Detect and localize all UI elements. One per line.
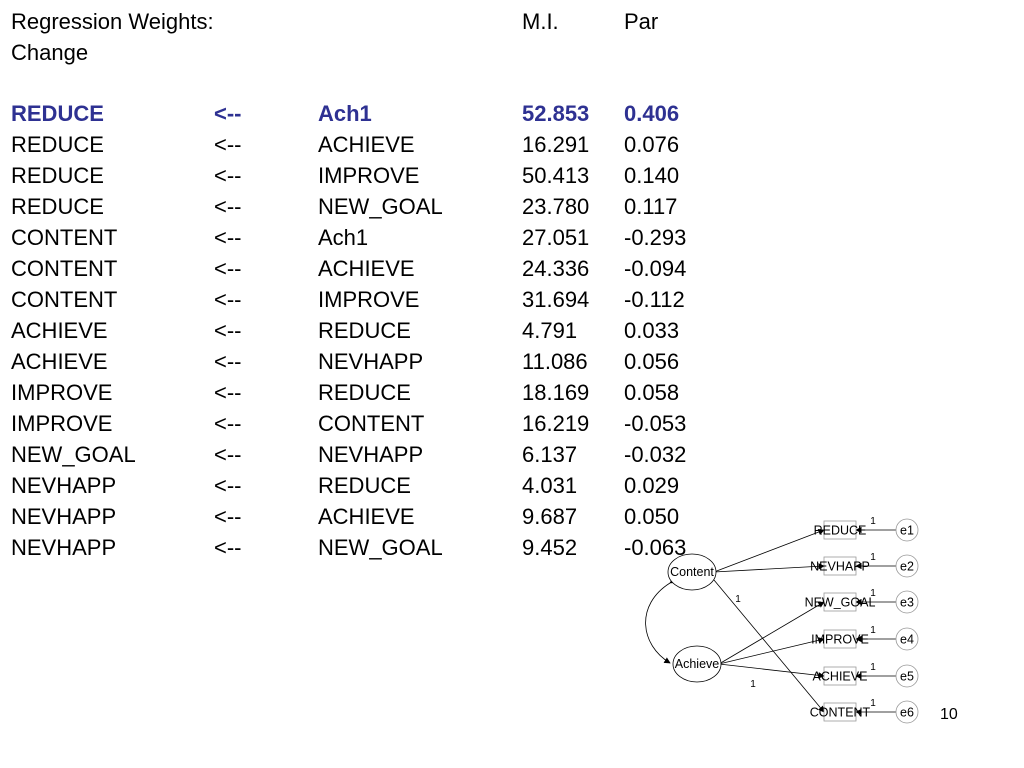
- predictor-variable: REDUCE: [318, 380, 411, 405]
- factor-path: [719, 639, 824, 664]
- par-change-value: -0.063: [624, 535, 687, 560]
- predictor-variable: IMPROVE: [318, 287, 420, 312]
- par-change-value: 0.029: [624, 473, 680, 498]
- mi-value: 31.694: [522, 287, 590, 312]
- indicator-label: NEVHAPP: [810, 559, 870, 574]
- dependent-variable: NEVHAPP: [11, 473, 117, 498]
- path-arrow: <--: [214, 287, 242, 312]
- fixed-weight-label: 1: [750, 679, 756, 690]
- table-row: [11, 284, 714, 315]
- fixed-weight-label: 1: [870, 698, 876, 709]
- predictor-variable: NEW_GOAL: [318, 535, 443, 560]
- regression-weights-table: [11, 98, 714, 563]
- fixed-weight-label: 1: [870, 588, 876, 599]
- predictor-variable: IMPROVE: [318, 163, 420, 188]
- latent-label: Achieve: [674, 657, 720, 671]
- mi-value: 24.336: [522, 256, 590, 281]
- path-arrow: <--: [214, 318, 242, 343]
- indicator-label: IMPROVE: [811, 632, 869, 647]
- error-label: e3: [900, 595, 914, 610]
- indicator-label: ACHIEVE: [812, 669, 868, 684]
- predictor-variable: REDUCE: [318, 473, 411, 498]
- indicator-label: NEW_GOAL: [804, 595, 876, 610]
- path-arrow: <--: [214, 380, 242, 405]
- path-arrow: <--: [214, 256, 242, 281]
- par-change-value: 0.033: [624, 318, 680, 343]
- table-row: [11, 253, 714, 284]
- latent-label: Content: [670, 565, 714, 579]
- mi-value: 4.791: [522, 318, 578, 343]
- path-arrow: <--: [214, 473, 242, 498]
- table-row: [11, 315, 714, 346]
- fixed-weight-label: 1: [870, 516, 876, 527]
- change-header-line: Change: [11, 40, 89, 65]
- mi-value: 9.687: [522, 504, 578, 529]
- par-change-value: 0.076: [624, 132, 680, 157]
- fixed-weight-label: 1: [870, 552, 876, 563]
- factor-path: [714, 566, 824, 572]
- par-change-value: -0.112: [624, 287, 685, 312]
- table-row: [11, 439, 714, 470]
- mi-value: 27.051: [522, 225, 590, 250]
- par-change-value: 0.050: [624, 504, 680, 529]
- path-arrow: <--: [214, 225, 242, 250]
- factor-path: [719, 664, 824, 676]
- indicator-label: CONTENT: [809, 705, 871, 720]
- error-label: e4: [900, 632, 914, 647]
- path-diagram: [640, 505, 940, 735]
- table-row: [11, 377, 714, 408]
- mi-column-header: M.I.: [522, 9, 559, 34]
- mi-value: 23.780: [522, 194, 590, 219]
- table-title: Regression Weights:: [11, 9, 214, 34]
- par-change-value: -0.032: [624, 442, 687, 467]
- predictor-variable: NEVHAPP: [318, 349, 424, 374]
- mi-value: 6.137: [522, 442, 578, 467]
- dependent-variable: IMPROVE: [11, 411, 113, 436]
- path-arrow: <--: [214, 101, 242, 126]
- table-row: [11, 532, 714, 563]
- table-row: [11, 222, 714, 253]
- path-arrow: <--: [214, 163, 242, 188]
- dependent-variable: NEVHAPP: [11, 504, 117, 529]
- par-change-value: 0.117: [624, 194, 678, 219]
- par-change-value: 0.406: [624, 101, 680, 126]
- mi-value: 52.853: [522, 101, 590, 126]
- table-row: [11, 346, 714, 377]
- par-change-value: 0.058: [624, 380, 680, 405]
- predictor-variable: REDUCE: [318, 318, 411, 343]
- predictor-variable: ACHIEVE: [318, 132, 415, 157]
- dependent-variable: NEVHAPP: [11, 535, 117, 560]
- predictor-variable: Ach1: [318, 225, 369, 250]
- mi-value: 50.413: [522, 163, 590, 188]
- mi-value: 9.452: [522, 535, 578, 560]
- table-row: [11, 470, 714, 501]
- path-arrow: <--: [214, 349, 242, 374]
- par-change-value: -0.094: [624, 256, 687, 281]
- table-row: [11, 191, 714, 222]
- dependent-variable: CONTENT: [11, 256, 118, 281]
- predictor-variable: Ach1: [318, 101, 372, 126]
- dependent-variable: ACHIEVE: [11, 318, 108, 343]
- predictor-variable: NEVHAPP: [318, 442, 424, 467]
- mi-value: 4.031: [522, 473, 578, 498]
- error-label: e6: [900, 705, 914, 720]
- predictor-variable: ACHIEVE: [318, 256, 415, 281]
- table-row: [11, 501, 714, 532]
- factor-path: [714, 530, 824, 572]
- mi-value: 11.086: [522, 349, 588, 374]
- predictor-variable: NEW_GOAL: [318, 194, 443, 219]
- path-arrow: <--: [214, 504, 242, 529]
- dependent-variable: REDUCE: [11, 132, 104, 157]
- predictor-variable: CONTENT: [318, 411, 425, 436]
- factor-path: [719, 602, 824, 664]
- par-change-value: 0.056: [624, 349, 680, 374]
- mi-value: 16.219: [522, 411, 590, 436]
- mi-value: 18.169: [522, 380, 590, 405]
- dependent-variable: CONTENT: [11, 287, 118, 312]
- path-arrow: <--: [214, 411, 242, 436]
- fixed-weight-label: 1: [735, 594, 741, 605]
- path-arrow: <--: [214, 535, 242, 560]
- par-column-header: Par: [624, 9, 659, 34]
- table-row: [11, 129, 714, 160]
- table-row: [11, 408, 714, 439]
- dependent-variable: ACHIEVE: [11, 349, 108, 374]
- par-change-value: -0.293: [624, 225, 687, 250]
- path-arrow: <--: [214, 132, 242, 157]
- error-label: e5: [900, 669, 914, 684]
- par-change-value: 0.140: [624, 163, 680, 188]
- fixed-weight-label: 1: [870, 625, 876, 636]
- mi-value: 16.291: [522, 132, 590, 157]
- fixed-weight-label: 1: [870, 662, 876, 673]
- error-label: e1: [900, 523, 914, 538]
- par-change-value: -0.053: [624, 411, 687, 436]
- dependent-variable: REDUCE: [11, 163, 104, 188]
- table-row: [11, 160, 714, 191]
- covariance-path: [646, 583, 670, 663]
- error-label: e2: [900, 559, 914, 574]
- table-row: [11, 98, 714, 129]
- predictor-variable: ACHIEVE: [318, 504, 415, 529]
- page-number: 10: [940, 706, 958, 723]
- path-arrow: <--: [214, 194, 242, 219]
- indicator-label: REDUCE: [813, 523, 867, 538]
- dependent-variable: REDUCE: [11, 194, 104, 219]
- path-arrow: <--: [214, 442, 242, 467]
- dependent-variable: NEW_GOAL: [11, 442, 136, 467]
- dependent-variable: IMPROVE: [11, 380, 113, 405]
- dependent-variable: REDUCE: [11, 101, 104, 126]
- dependent-variable: CONTENT: [11, 225, 118, 250]
